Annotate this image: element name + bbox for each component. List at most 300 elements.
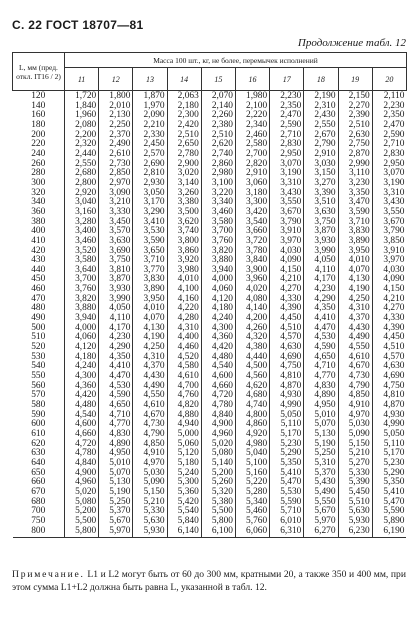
mass-cell: 2,200 [65, 131, 99, 141]
mass-cell: 4,230 [304, 285, 338, 295]
mass-cell: 5,350 [270, 459, 304, 469]
execution-column-header: 18 [304, 68, 338, 91]
mass-cell: 2,490 [99, 140, 133, 150]
table-row [13, 362, 407, 372]
mass-cell: 4,190 [133, 333, 167, 343]
table-row [13, 440, 407, 450]
mass-cell: 3,350 [338, 189, 372, 199]
mass-cell: 2,450 [133, 140, 167, 150]
mass-cell: 5,840 [167, 517, 201, 527]
mass-cell: 4,620 [235, 382, 269, 392]
mass-cell: 3,390 [304, 189, 338, 199]
table-row [13, 420, 407, 430]
mass-cell: 4,750 [270, 362, 304, 372]
mass-cell: 3,260 [167, 189, 201, 199]
mass-cell: 5,070 [99, 469, 133, 479]
mass-cell: 3,790 [270, 218, 304, 228]
mass-cell: 3,820 [201, 247, 235, 257]
mass-group-header: Масса 100 шт., кг, не более, перемычек исполнений [65, 53, 407, 68]
mass-cell: 2,330 [133, 131, 167, 141]
mass-cell: 4,030 [372, 266, 406, 276]
mass-cell: 3,810 [99, 266, 133, 276]
mass-cell: 2,680 [65, 169, 99, 179]
length-cell: 200 [31, 129, 46, 140]
mass-cell: 5,190 [304, 440, 338, 450]
length-cell: 160 [31, 110, 46, 121]
mass-cell: 5,430 [304, 478, 338, 488]
mass-cell: 2,550 [304, 121, 338, 131]
mass-cell: 4,680 [235, 391, 269, 401]
table-row [13, 179, 407, 189]
mass-cell: 3,880 [201, 256, 235, 266]
mass-cell: 5,210 [338, 449, 372, 459]
mass-cell: 3,830 [338, 227, 372, 237]
mass-cell: 3,940 [65, 314, 99, 324]
mass-cell: 4,120 [201, 295, 235, 305]
execution-column-header: 20 [372, 68, 406, 91]
mass-cell: 3,760 [65, 285, 99, 295]
mass-cell: 4,850 [338, 391, 372, 401]
length-cell: 640 [31, 457, 46, 468]
mass-cell: 5,370 [304, 469, 338, 479]
table-row [13, 401, 407, 411]
mass-cell: 4,970 [133, 459, 167, 469]
mass-cell: 4,290 [304, 295, 338, 305]
mass-cell: 2,980 [201, 169, 235, 179]
mass-cell: 4,060 [65, 333, 99, 343]
mass-cell: 5,110 [372, 440, 406, 450]
mass-cell: 3,170 [133, 198, 167, 208]
mass-cell: 3,580 [65, 256, 99, 266]
mass-cell: 3,550 [270, 198, 304, 208]
mass-cell: 2,920 [65, 189, 99, 199]
mass-cell: 6,310 [270, 527, 304, 538]
mass-cell: 3,100 [201, 179, 235, 189]
mass-cell: 4,080 [235, 295, 269, 305]
table-row [13, 314, 407, 324]
mass-cell: 4,380 [235, 343, 269, 353]
mass-cell: 4,660 [201, 382, 235, 392]
length-cell: 630 [31, 448, 46, 459]
mass-cell: 2,210 [133, 121, 167, 131]
mass-cell: 4,700 [167, 382, 201, 392]
mass-cell: 5,230 [372, 459, 406, 469]
mass-cell: 5,260 [201, 478, 235, 488]
mass-cell: 3,190 [270, 169, 304, 179]
mass-cell: 2,740 [201, 150, 235, 160]
mass-cell: 4,490 [133, 382, 167, 392]
mass-cell: 5,490 [304, 488, 338, 498]
mass-cell: 3,890 [338, 237, 372, 247]
mass-cell: 3,040 [65, 198, 99, 208]
mass-cell: 4,310 [167, 324, 201, 334]
mass-cell: 3,850 [372, 237, 406, 247]
mass-cell: 3,910 [270, 227, 304, 237]
mass-cell: 5,070 [304, 420, 338, 430]
mass-cell: 4,440 [235, 353, 269, 363]
mass-cell: 3,090 [99, 189, 133, 199]
mass-cell: 3,550 [372, 208, 406, 218]
length-cell: 120 [31, 91, 46, 101]
mass-cell: 4,210 [270, 275, 304, 285]
length-cell: 500 [31, 322, 46, 333]
mass-cell: 5,330 [338, 469, 372, 479]
mass-cell: 2,930 [133, 179, 167, 189]
mass-cell: 5,090 [338, 430, 372, 440]
mass-cell: 4,240 [201, 314, 235, 324]
mass-cell: 2,130 [99, 111, 133, 121]
mass-cell: 3,940 [201, 266, 235, 276]
mass-cell: 5,930 [338, 517, 372, 527]
mass-cell: 4,370 [338, 314, 372, 324]
mass-cell: 3,700 [65, 275, 99, 285]
table-row [13, 459, 407, 469]
table-row [13, 343, 407, 353]
length-cell: 320 [31, 187, 46, 198]
mass-cell: 2,320 [65, 140, 99, 150]
table-row [13, 91, 407, 102]
mass-cell: 2,730 [99, 160, 133, 170]
mass-cell: 2,370 [99, 131, 133, 141]
mass-cell: 5,590 [270, 498, 304, 508]
table-row [13, 382, 407, 392]
mass-cell: 2,800 [65, 179, 99, 189]
mass-cell: 5,800 [201, 517, 235, 527]
mass-cell: 4,990 [372, 420, 406, 430]
mass-cell: 3,670 [270, 208, 304, 218]
length-cell: 750 [31, 515, 46, 526]
mass-cell: 4,490 [338, 333, 372, 343]
mass-cell: 5,150 [338, 440, 372, 450]
mass-cell: 3,410 [133, 218, 167, 228]
mass-cell: 4,110 [99, 314, 133, 324]
table-row [13, 198, 407, 208]
mass-cell: 4,050 [99, 304, 133, 314]
mass-cell: 5,710 [270, 507, 304, 517]
length-cell: 700 [31, 506, 46, 517]
mass-cell: 4,010 [133, 304, 167, 314]
length-cell: 680 [31, 496, 46, 507]
mass-cell: 5,090 [133, 478, 167, 488]
mass-cell: 4,770 [304, 372, 338, 382]
mass-cell: 4,190 [338, 285, 372, 295]
mass-cell: 6,100 [201, 527, 235, 538]
mass-cell: 3,780 [235, 247, 269, 257]
mass-cell: 4,610 [167, 372, 201, 382]
mass-cell: 5,930 [133, 527, 167, 538]
mass-cell: 5,460 [235, 507, 269, 517]
mass-cell: 3,710 [133, 256, 167, 266]
mass-cell: 4,300 [65, 372, 99, 382]
mass-cell: 4,510 [270, 324, 304, 334]
mass-cell: 4,070 [133, 314, 167, 324]
mass-cell: 4,170 [99, 324, 133, 334]
mass-cell: 4,740 [235, 401, 269, 411]
mass-cell: 5,210 [133, 498, 167, 508]
mass-cell: 3,140 [167, 179, 201, 189]
mass-cell: 5,150 [133, 488, 167, 498]
mass-cell: 3,270 [304, 179, 338, 189]
execution-column-header: 12 [99, 68, 133, 91]
mass-cell: 2,300 [167, 111, 201, 121]
mass-cell: 4,400 [167, 333, 201, 343]
mass-cell: 5,500 [201, 507, 235, 517]
mass-cell: 2,830 [270, 140, 304, 150]
mass-cell: 3,820 [65, 295, 99, 305]
length-cell: 280 [31, 168, 46, 179]
mass-cell: 4,630 [270, 343, 304, 353]
mass-cell: 4,240 [65, 362, 99, 372]
mass-cell: 2,910 [304, 150, 338, 160]
length-cell: 600 [31, 419, 46, 430]
mass-cell: 2,710 [270, 131, 304, 141]
mass-cell: 4,360 [201, 333, 235, 343]
mass-cell: 4,570 [372, 353, 406, 363]
mass-cell: 4,940 [167, 420, 201, 430]
mass-cell: 5,220 [235, 478, 269, 488]
mass-cell: 2,470 [270, 111, 304, 121]
mass-cell: 5,250 [304, 449, 338, 459]
mass-cell: 5,360 [167, 488, 201, 498]
length-cell: 800 [31, 525, 46, 536]
length-cell: 420 [31, 245, 46, 256]
mass-cell: 6,060 [235, 527, 269, 538]
mass-cell: 4,450 [372, 333, 406, 343]
mass-cell: 3,630 [99, 237, 133, 247]
mass-cell: 4,360 [65, 382, 99, 392]
length-cell: 240 [31, 148, 46, 159]
mass-cell: 3,460 [65, 237, 99, 247]
mass-cell: 3,340 [201, 198, 235, 208]
mass-cell: 5,050 [270, 411, 304, 421]
length-cell: 620 [31, 438, 46, 449]
mass-cell: 3,910 [372, 247, 406, 257]
mass-cell: 2,780 [167, 150, 201, 160]
length-cell: 260 [31, 158, 46, 169]
mass-cell: 4,390 [372, 324, 406, 334]
mass-cell: 2,260 [201, 111, 235, 121]
mass-cell: 3,180 [235, 189, 269, 199]
table-row [13, 208, 407, 218]
mass-cell: 4,350 [304, 304, 338, 314]
mass-cell: 5,110 [270, 420, 304, 430]
mass-cell: 4,050 [304, 256, 338, 266]
mass-cell: 2,650 [167, 140, 201, 150]
table-row [13, 189, 407, 199]
mass-cell: 5,250 [99, 498, 133, 508]
mass-cell: 3,900 [235, 266, 269, 276]
table-continuation-title: Продолжение табл. 12 [297, 37, 406, 49]
mass-cell: 2,140 [201, 102, 235, 112]
length-cell: 410 [31, 235, 46, 246]
mass-cell: 3,500 [167, 208, 201, 218]
mass-cell: 2,180 [167, 102, 201, 112]
mass-cell: 2,950 [270, 150, 304, 160]
mass-cell: 4,290 [99, 343, 133, 353]
mass-cell: 1,800 [99, 91, 133, 102]
mass-cell: 2,790 [304, 140, 338, 150]
mass-cell: 5,410 [270, 469, 304, 479]
table-row [13, 478, 407, 488]
mass-cell: 4,720 [201, 391, 235, 401]
table-row [13, 517, 407, 527]
length-cell: 490 [31, 313, 46, 324]
mass-cell: 3,470 [338, 198, 372, 208]
mass-cell: 3,710 [338, 218, 372, 228]
mass-cell: 4,270 [372, 304, 406, 314]
mass-cell: 4,260 [235, 324, 269, 334]
mass-cell: 4,910 [133, 449, 167, 459]
mass-cell: 4,710 [304, 362, 338, 372]
mass-cell: 1,960 [65, 111, 99, 121]
mass-cell: 4,550 [133, 391, 167, 401]
table-row [13, 237, 407, 247]
mass-cell: 5,290 [372, 469, 406, 479]
mass-cell: 5,380 [201, 498, 235, 508]
mass-cell: 3,030 [304, 160, 338, 170]
mass-cell: 5,890 [372, 517, 406, 527]
mass-cell: 1,970 [133, 102, 167, 112]
mass-cell: 4,600 [201, 372, 235, 382]
length-cell: 360 [31, 206, 46, 217]
mass-cell: 4,010 [167, 275, 201, 285]
execution-column-header: 13 [133, 68, 167, 91]
mass-cell: 4,930 [372, 411, 406, 421]
mass-cell: 4,900 [65, 469, 99, 479]
mass-cell: 2,910 [235, 169, 269, 179]
mass-cell: 4,110 [304, 266, 338, 276]
mass-cell: 2,510 [167, 131, 201, 141]
mass-cell: 5,280 [235, 488, 269, 498]
mass-cell: 2,310 [304, 102, 338, 112]
mass-cell: 2,590 [270, 121, 304, 131]
execution-column-header: 19 [338, 68, 372, 91]
table-row [13, 324, 407, 334]
mass-cell: 4,730 [133, 420, 167, 430]
mass-cell: 2,390 [338, 111, 372, 121]
mass-cell: 4,950 [304, 401, 338, 411]
mass-cell: 4,500 [235, 362, 269, 372]
mass-cell: 4,630 [372, 362, 406, 372]
mass-cell: 3,830 [133, 275, 167, 285]
mass-cell: 3,190 [372, 179, 406, 189]
table-row [13, 102, 407, 112]
mass-cell: 4,600 [65, 420, 99, 430]
mass-cell: 5,010 [99, 459, 133, 469]
mass-cell: 5,300 [167, 478, 201, 488]
mass-cell: 5,080 [65, 498, 99, 508]
mass-table [12, 52, 407, 538]
length-cell: 520 [31, 342, 46, 353]
mass-cell: 4,430 [133, 372, 167, 382]
mass-cell: 3,530 [133, 227, 167, 237]
mass-cell: 4,770 [99, 420, 133, 430]
mass-cell: 5,450 [338, 488, 372, 498]
mass-cell: 4,460 [167, 343, 201, 353]
mass-cell: 5,410 [372, 488, 406, 498]
mass-cell: 3,620 [167, 218, 201, 228]
mass-cell: 4,810 [270, 372, 304, 382]
mass-cell: 5,010 [304, 411, 338, 421]
mass-cell: 5,170 [372, 449, 406, 459]
mass-cell: 4,900 [201, 420, 235, 430]
mass-cell: 4,960 [201, 430, 235, 440]
mass-cell: 4,790 [133, 430, 167, 440]
mass-cell: 5,200 [201, 469, 235, 479]
mass-cell: 4,410 [99, 362, 133, 372]
mass-cell: 2,270 [338, 102, 372, 112]
mass-cell: 4,330 [372, 314, 406, 324]
length-cell: 470 [31, 293, 46, 304]
mass-cell: 5,670 [304, 507, 338, 517]
mass-cell: 4,470 [304, 324, 338, 334]
mass-cell: 2,010 [99, 102, 133, 112]
mass-cell: 4,470 [99, 372, 133, 382]
mass-cell: 4,410 [304, 314, 338, 324]
mass-cell: 3,220 [201, 189, 235, 199]
execution-column-header: 17 [270, 68, 304, 91]
mass-cell: 4,450 [270, 314, 304, 324]
mass-cell: 4,480 [65, 401, 99, 411]
mass-cell: 4,320 [235, 333, 269, 343]
mass-cell: 4,760 [167, 391, 201, 401]
mass-cell: 3,510 [304, 198, 338, 208]
mass-cell: 5,500 [65, 517, 99, 527]
execution-column-header: 16 [235, 68, 269, 91]
mass-cell: 5,470 [270, 478, 304, 488]
mass-cell: 3,070 [372, 169, 406, 179]
mass-cell: 2,670 [304, 131, 338, 141]
mass-cell: 4,100 [167, 285, 201, 295]
table-row [13, 498, 407, 508]
mass-cell: 4,890 [304, 391, 338, 401]
mass-cell: 4,130 [338, 275, 372, 285]
mass-cell: 5,130 [99, 478, 133, 488]
mass-cell: 3,590 [133, 237, 167, 247]
mass-cell: 3,750 [304, 218, 338, 228]
mass-cell: 5,000 [167, 430, 201, 440]
table-row [13, 160, 407, 170]
mass-cell: 4,520 [167, 353, 201, 363]
length-cell: 340 [31, 197, 46, 208]
mass-cell: 3,630 [304, 208, 338, 218]
length-cell: 650 [31, 467, 46, 478]
mass-cell: 4,570 [270, 333, 304, 343]
length-cell: 380 [31, 216, 46, 227]
table-row [13, 285, 407, 295]
mass-cell: 3,880 [65, 304, 99, 314]
table-row [13, 488, 407, 498]
mass-cell: 2,970 [99, 179, 133, 189]
mass-cell: 5,130 [304, 430, 338, 440]
mass-cell: 4,960 [65, 478, 99, 488]
table-row [13, 140, 407, 150]
mass-cell: 4,870 [372, 401, 406, 411]
mass-cell: 5,970 [304, 517, 338, 527]
mass-cell: 3,750 [99, 256, 133, 266]
length-cell: 400 [31, 226, 46, 237]
table-row [13, 507, 407, 517]
mass-cell: 3,020 [167, 169, 201, 179]
mass-cell: 4,180 [65, 353, 99, 363]
mass-cell: 4,510 [372, 343, 406, 353]
mass-cell: 5,350 [372, 478, 406, 488]
mass-cell: 5,050 [372, 430, 406, 440]
mass-cell: 4,370 [133, 362, 167, 372]
mass-cell: 4,850 [133, 440, 167, 450]
mass-cell: 5,160 [235, 469, 269, 479]
mass-cell: 4,150 [270, 266, 304, 276]
